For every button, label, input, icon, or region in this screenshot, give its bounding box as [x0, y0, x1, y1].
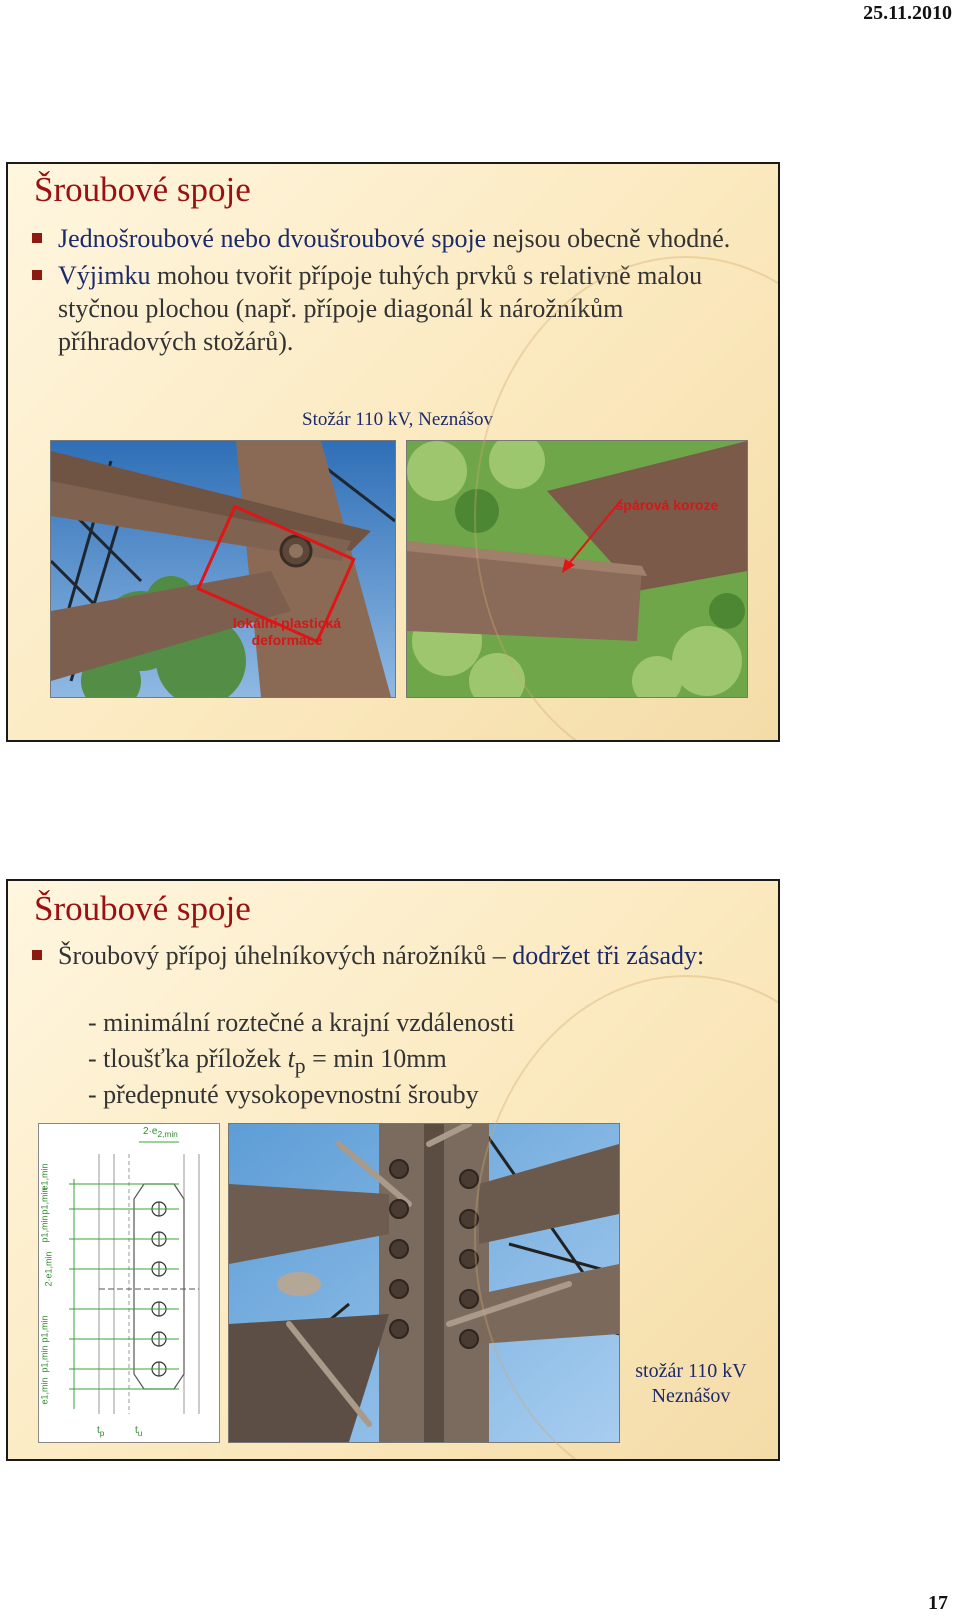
bullet-highlight: Jednošroubové nebo dvoušroubové spoje — [58, 224, 487, 253]
drawing-top-subscript: 2,min — [157, 1129, 178, 1139]
corrosion-label: spárová koroze — [615, 497, 719, 513]
drawing-dimension-label: 2·e1,min — [43, 1251, 54, 1287]
photo-crevice-corrosion — [406, 440, 748, 698]
rule-item-1: - minimální roztečné a krajní vzdálenosti — [88, 1008, 515, 1037]
rule-item-2-pre: - tloušťka příložek — [88, 1044, 288, 1073]
bullet-item — [32, 939, 758, 972]
tu-symbol: t — [135, 1425, 138, 1436]
drawing-tu-label — [135, 1425, 142, 1438]
rule-item-2-subscript: p — [294, 1054, 306, 1079]
drawing-dimension-label: p1,min — [39, 1315, 50, 1343]
bullet-item — [32, 259, 758, 358]
bullet-list — [32, 222, 758, 362]
drawing-top-dimension — [143, 1126, 178, 1139]
bullet-text: Šroubový přípoj úhelníkových nárožníků – — [58, 941, 513, 970]
bolt-spacing-drawing — [38, 1123, 220, 1443]
rule-item-2-symbol: t — [287, 1044, 295, 1073]
drawing-top-label: 2·e — [143, 1126, 158, 1137]
bullet-highlight: dodržet tři zásady — [512, 941, 698, 970]
tp-symbol: t — [97, 1425, 100, 1436]
bullet-item — [32, 222, 758, 255]
bullet-square-icon — [32, 950, 42, 960]
page-date: 25.11.2010 — [863, 2, 952, 24]
photo-caption-line2: Neznášov — [651, 1385, 731, 1407]
deformation-label-line1: lokální plastická — [232, 615, 342, 631]
page-number: 17 — [928, 1592, 948, 1614]
slide-title: Šroubové spoje — [34, 170, 251, 209]
rule-item-2-post: = min 10mm — [305, 1044, 447, 1073]
deformation-label-line2: deformace — [251, 632, 323, 648]
bullet-list — [32, 939, 758, 976]
tower-joint-image — [51, 441, 395, 697]
tu-subscript: u — [137, 1428, 143, 1438]
drawing-dimension-label: e1,min — [39, 1377, 50, 1405]
photo-caption — [618, 1359, 764, 1409]
crevice-corrosion-image — [407, 441, 747, 697]
photo-tower-joint — [50, 440, 396, 698]
bolt-spacing-diagram — [39, 1124, 219, 1442]
bullet-square-icon — [32, 233, 42, 243]
slide-1 — [6, 162, 780, 742]
bullet-text: nejsou obecně vhodné. — [486, 224, 731, 253]
drawing-dimension-label: p1,min — [39, 1187, 50, 1215]
photo-caption-line1: stožár 110 kV — [635, 1360, 747, 1382]
slide-title: Šroubové spoje — [34, 889, 251, 928]
tp-subscript: p — [99, 1428, 105, 1438]
rule-item-3: - předepnuté vysokopevnostní šrouby — [88, 1080, 479, 1109]
drawing-tp-label — [97, 1425, 104, 1438]
bullet-colon: : — [697, 941, 705, 970]
slide-2 — [6, 879, 780, 1461]
bolted-joint-image — [229, 1124, 619, 1442]
drawing-dimension-label: p1,min — [39, 1215, 50, 1243]
deformation-label — [227, 615, 347, 649]
bullet-highlight: Výjimku — [58, 261, 151, 290]
bullet-text: mohou tvořit přípoje tuhých prvků s relativně malou styčnou plochou (např. přípoje diagonál k nárožníkům příhradových stožárů). — [58, 261, 703, 356]
drawing-dimension-label: e1,min — [39, 1163, 50, 1191]
photo-bolted-joint — [228, 1123, 620, 1443]
drawing-dimension-label: p1,min — [39, 1345, 50, 1373]
photo-caption: Stožár 110 kV, Neznášov — [302, 409, 494, 430]
bullet-square-icon — [32, 270, 42, 280]
